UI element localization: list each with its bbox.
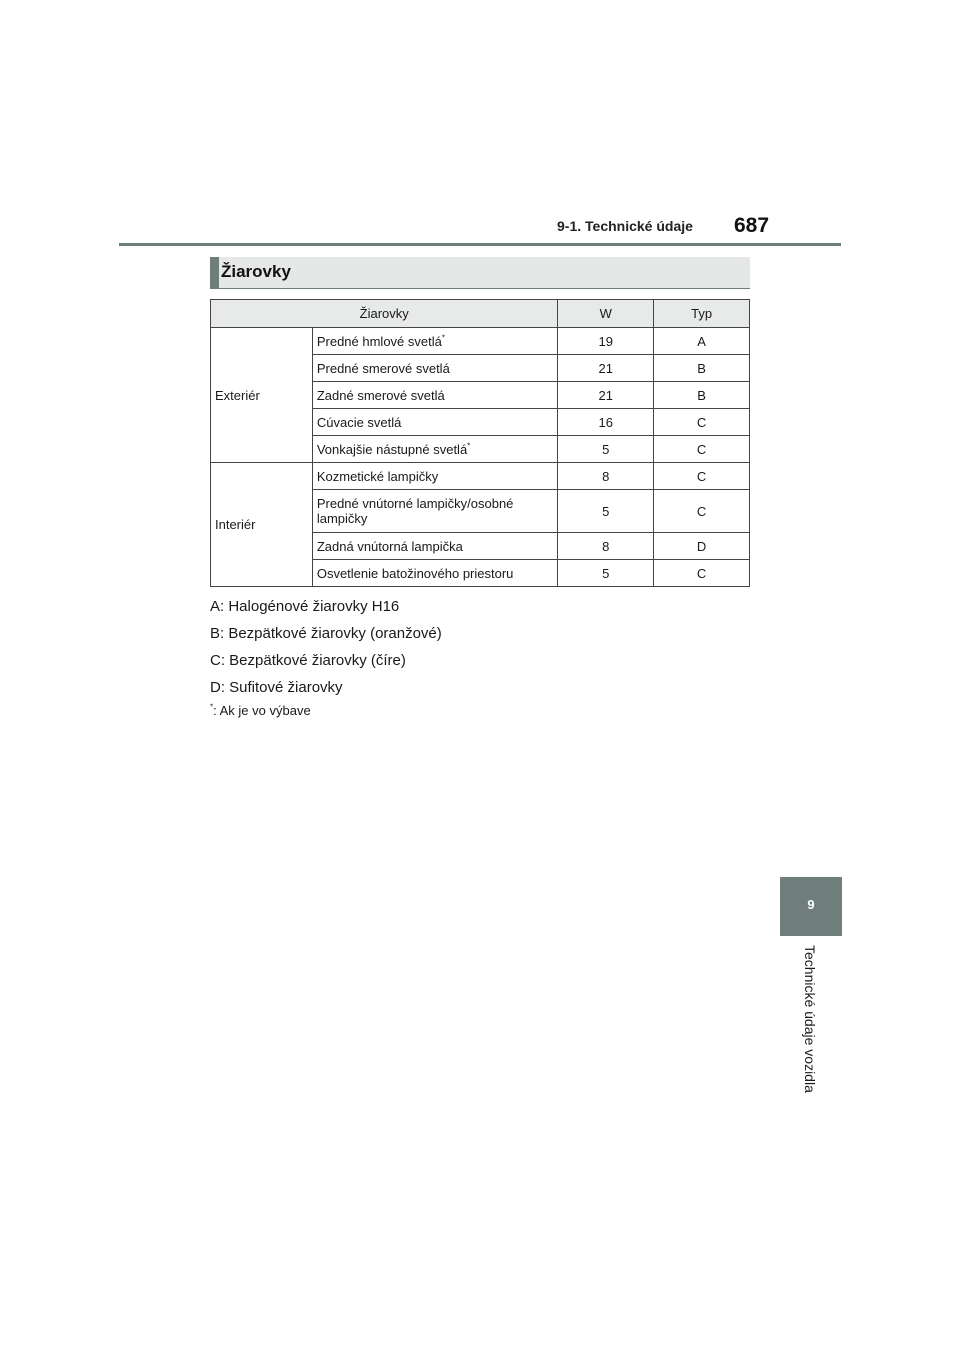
bulb-name-text: Osvetlenie batožinového priestoru (316, 565, 514, 581)
group-label: Exteriér (211, 328, 313, 463)
bulb-name (312, 533, 558, 560)
section-heading-accent (210, 257, 219, 288)
bulb-name (312, 463, 558, 490)
bulb-watts: 8 (558, 533, 654, 560)
bulb-watts: 5 (558, 490, 654, 533)
header-rule (119, 243, 841, 246)
bulb-name-text: Predné smerové svetlá (316, 360, 450, 376)
group-label: Interiér (211, 463, 313, 587)
section-heading (210, 257, 750, 288)
bulb-watts: 16 (558, 409, 654, 436)
bulb-name (312, 355, 558, 382)
footnote-text: : Ak je vo výbave (213, 703, 311, 718)
footnote-mark: * (210, 702, 214, 712)
bulb-watts: 8 (558, 463, 654, 490)
bulb-type: C (654, 463, 750, 490)
bulb-name (312, 490, 558, 533)
legend-item: B: Bezpätkové žiarovky (oranžové) (210, 625, 442, 642)
bulb-type: C (654, 436, 750, 463)
table-row (211, 463, 750, 490)
header-section-title: 9-1. Technické údaje (557, 218, 693, 234)
chapter-title: Technické údaje vozidla (802, 945, 818, 1093)
legend-item: D: Sufitové žiarovky (210, 679, 343, 696)
bulb-watts: 5 (558, 436, 654, 463)
legend-item: C: Bezpätkové žiarovky (číre) (210, 652, 406, 669)
section-rule (210, 288, 750, 289)
bulb-type: C (654, 409, 750, 436)
bulb-type: D (654, 533, 750, 560)
bulb-name (312, 560, 558, 587)
bulb-name-text: Vonkajšie nástupné svetlá (316, 441, 468, 457)
bulb-watts: 5 (558, 560, 654, 587)
bulb-name-text: Predné vnútorné lampičky/osobné lampičky (316, 496, 514, 526)
table-row (211, 328, 750, 355)
bulb-watts: 21 (558, 382, 654, 409)
bulb-type: C (654, 490, 750, 533)
bulb-name-text: Predné hmlové svetlá (316, 333, 442, 349)
column-header-bulbs: Žiarovky (211, 300, 558, 328)
bulb-name (312, 382, 558, 409)
bulb-watts: 19 (558, 328, 654, 355)
bulb-type: B (654, 382, 750, 409)
bulb-name (312, 436, 558, 463)
bulb-watts: 21 (558, 355, 654, 382)
chapter-number: 9 (807, 897, 815, 912)
chapter-tab (780, 877, 842, 936)
footnote-mark: * (467, 441, 471, 451)
bulb-name-text: Zadné smerové svetlá (316, 387, 445, 403)
bulb-type: A (654, 328, 750, 355)
bulb-name-text: Kozmetické lampičky (316, 468, 439, 484)
bulb-name (312, 328, 558, 355)
bulb-name (312, 409, 558, 436)
table-header-row (211, 300, 750, 328)
column-header-type: Typ (654, 300, 750, 328)
bulb-type: C (654, 560, 750, 587)
bulb-type: B (654, 355, 750, 382)
legend-item: A: Halogénové žiarovky H16 (210, 598, 400, 615)
page-number: 687 (734, 214, 770, 237)
section-title: Žiarovky (221, 262, 291, 281)
column-header-watts: W (558, 300, 654, 328)
bulb-name-text: Zadná vnútorná lampička (316, 538, 463, 554)
bulb-name-text: Cúvacie svetlá (316, 414, 402, 430)
footnote-mark: * (441, 333, 445, 343)
footnote (210, 703, 311, 718)
bulbs-table (210, 299, 750, 587)
